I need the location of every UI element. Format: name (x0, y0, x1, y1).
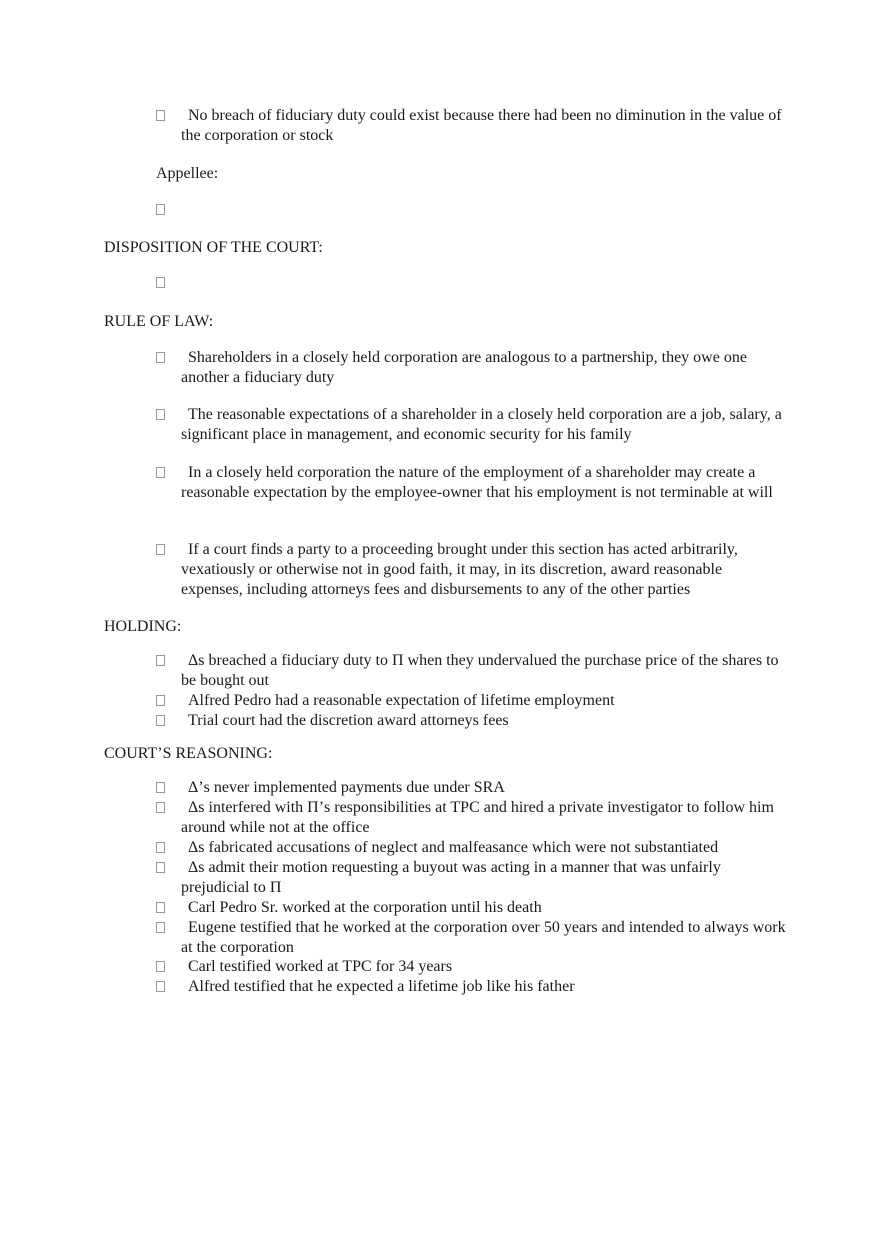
list-item (156, 348, 786, 388)
list-item-text: Trial court had the discretion award attorneys fees (188, 712, 509, 729)
list-item-text: If a court finds a party to a proceeding brought under this section has acted arbitrarily, vexatiously or otherwise not in good faith, it may, in its discretion, award reasonable expenses, including attorneys fees and disbursements to any of the other parties (181, 541, 738, 598)
bullet-box-icon (156, 715, 165, 726)
list-item-text: Alfred Pedro had a reasonable expectation of lifetime employment (188, 692, 615, 709)
list-item-text: Δ’s never implemented payments due under SRA (188, 779, 505, 796)
bullet-box-icon (156, 981, 165, 992)
list-item-text: Shareholders in a closely held corporation are analogous to a partnership, they owe one another a fiduciary duty (181, 349, 747, 386)
bullet-box-icon (156, 467, 165, 478)
list-item (156, 540, 786, 600)
list-item (156, 106, 786, 146)
bullet-box-icon (156, 204, 165, 215)
bullet-box-icon (156, 277, 165, 288)
bullet-box-icon (156, 655, 165, 666)
list-item (156, 838, 786, 858)
appellee-label: Appellee: (156, 165, 219, 182)
list-item-text: Δs breached a fiduciary duty to Π when they undervalued the purchase price of the shares to be bought out (181, 652, 779, 689)
bullet-box-icon (156, 110, 165, 121)
list-item-text: Eugene testified that he worked at the corporation over 50 years and intended to always work at the corporation (181, 919, 786, 956)
bullet-box-icon (156, 842, 165, 853)
list-item-text: The reasonable expectations of a shareholder in a closely held corporation are a job, salary, a significant place in management, and economic security for his family (181, 406, 782, 443)
courts-reasoning-heading: COURT’S REASONING: (104, 745, 273, 762)
list-item (156, 651, 786, 691)
list-item (156, 405, 786, 445)
bullet-box-icon (156, 862, 165, 873)
bullet-box-icon (156, 902, 165, 913)
list-item-text: Δs fabricated accusations of neglect and malfeasance which were not substantiated (188, 839, 719, 856)
list-item-text: Carl Pedro Sr. worked at the corporation until his death (188, 899, 542, 916)
holding-heading: HOLDING: (104, 618, 182, 635)
disposition-heading: DISPOSITION OF THE COURT: (104, 239, 323, 256)
bullet-box-icon (156, 409, 165, 420)
bullet-box-icon (156, 782, 165, 793)
list-item-text: Δs admit their motion requesting a buyout was acting in a manner that was unfairly prejudicial to Π (181, 859, 721, 896)
bullet-box-icon (156, 695, 165, 706)
list-item (156, 798, 786, 838)
list-item (156, 711, 786, 731)
list-item-text: No breach of fiduciary duty could exist because there had been no diminution in the value of the corporation or stock (181, 107, 782, 144)
list-item-text: In a closely held corporation the nature of the employment of a shareholder may create a reasonable expectation by the employee-owner that his employment is not terminable at will (181, 464, 773, 501)
list-item (156, 858, 786, 898)
list-item (156, 918, 786, 958)
list-item (156, 898, 786, 918)
list-item (156, 778, 786, 798)
list-item-text: Alfred testified that he expected a lifetime job like his father (188, 978, 575, 995)
list-item (156, 691, 786, 711)
list-item-text: Carl testified worked at TPC for 34 years (188, 958, 453, 975)
bullet-box-icon (156, 961, 165, 972)
bullet-box-icon (156, 544, 165, 555)
bullet-box-icon (156, 922, 165, 933)
list-item (156, 977, 786, 997)
bullet-box-icon (156, 802, 165, 813)
rule-of-law-heading: RULE OF LAW: (104, 313, 214, 330)
bullet-box-icon (156, 352, 165, 363)
list-item-text: Δs interfered with Π’s responsibilities at TPC and hired a private investigator to follow him around while not at the office (181, 799, 774, 836)
list-item (156, 957, 786, 977)
list-item (156, 463, 786, 503)
